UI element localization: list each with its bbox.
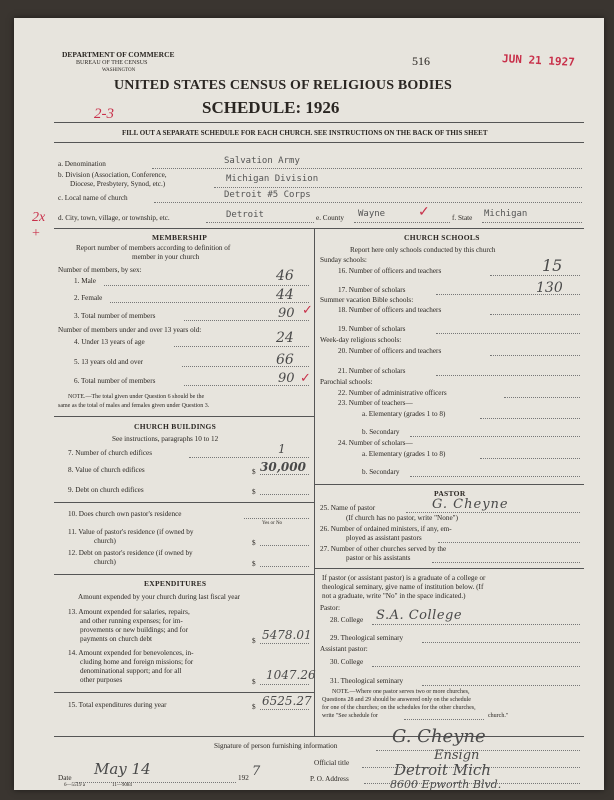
state-value: Michigan xyxy=(484,209,528,219)
q13-value: 5478.01 xyxy=(262,628,312,642)
membership-note-1: NOTE.—The total given under Question 6 should be the xyxy=(68,394,205,400)
schedule-number: 516 xyxy=(412,54,430,68)
denomination-value: Salvation Army xyxy=(224,156,300,166)
q14-label-4: other purposes xyxy=(80,676,123,684)
q3-label: 3. Total number of members xyxy=(74,312,156,320)
bureau-title: BUREAU OF THE CENSUS xyxy=(76,60,148,66)
buildings-sub: See instructions, paragraphs 10 to 12 xyxy=(112,435,219,443)
q4-label: 4. Under 13 years of age xyxy=(74,338,145,346)
q14-label-2: cluding home and foreign missions; for xyxy=(80,658,194,666)
local-name-value: Detroit #5 Corps xyxy=(224,190,311,200)
margin-plus: + xyxy=(32,226,40,241)
membership-intro-1: Report number of members according to definition of xyxy=(76,244,231,252)
q22-label: 22. Number of administrative officers xyxy=(338,389,447,397)
q2-value: 44 xyxy=(276,287,294,303)
q17-label: 17. Number of scholars xyxy=(338,286,406,294)
q5-label: 5. 13 years old and over xyxy=(74,358,144,366)
official-title-value: Ensign xyxy=(434,748,480,763)
q15-dollar: $ xyxy=(252,703,256,711)
buildings-title: CHURCH BUILDINGS xyxy=(134,422,217,431)
q9-dollar: $ xyxy=(252,488,256,496)
handwritten-mark: 2-3 xyxy=(94,106,114,122)
schools-title: CHURCH SCHOOLS xyxy=(404,233,480,242)
q23-label: 23. Number of teachers— xyxy=(338,399,413,407)
q3-value: 90 xyxy=(278,306,295,321)
pastor-note-3: for one of the churches; on the schedules for the other churches, xyxy=(322,705,476,711)
q12-label-1: 12. Debt on pastor's residence (if owned by xyxy=(68,549,193,557)
q25-note: (If church has no pastor, write "None") xyxy=(346,514,458,522)
po-address-label: P. O. Address xyxy=(310,775,349,783)
pastor-title: PASTOR xyxy=(434,489,466,498)
form-number: 6—5519 a xyxy=(64,783,85,788)
q11-label-2: church) xyxy=(94,537,116,545)
pastor-note-1: NOTE.—Where one pastor serves two or more churches, xyxy=(332,689,470,695)
census-schedule-sheet xyxy=(14,18,604,790)
q23b-label: b. Secondary xyxy=(362,428,400,436)
q28-value: S.A. College xyxy=(376,608,463,623)
q6-checkmark: ✓ xyxy=(300,370,311,385)
division-label-1: b. Division (Association, Conference, xyxy=(58,171,167,179)
q13-dollar: $ xyxy=(252,637,256,645)
q8-label: 8. Value of church edifices xyxy=(68,466,145,474)
print-number: 11—9084 xyxy=(112,783,132,788)
q26-label-2: ployed as assistant pastors xyxy=(346,534,422,542)
q16-value: 15 xyxy=(542,256,563,275)
q13-label-2: and other running expenses; for im- xyxy=(80,617,183,625)
college-instruction-1: If pastor (or assistant pastor) is a graduate of a college or xyxy=(322,574,486,582)
form-title: UNITED STATES CENSUS OF RELIGIOUS BODIES xyxy=(114,78,453,93)
yes-no-hint: Yes or No xyxy=(262,521,283,526)
q7-label: 7. Number of church edifices xyxy=(68,449,153,457)
q9-label: 9. Debt on church edifices xyxy=(68,486,144,494)
date-label: Date xyxy=(58,774,72,782)
college-instruction-3: not a graduate, write "No" in the space indicated.) xyxy=(322,592,466,600)
division-value: Michigan Division xyxy=(226,174,319,184)
q15-label: 15. Total expenditures during year xyxy=(68,701,167,709)
q13-label-3: provements or new buildings; and for xyxy=(80,626,188,634)
year-prefix: 192 xyxy=(238,774,249,782)
city-value: Detroit xyxy=(226,210,264,220)
q19-label: 19. Number of scholars xyxy=(338,325,406,333)
q28-label: 28. College xyxy=(330,616,364,624)
q14-dollar: $ xyxy=(252,678,256,686)
q16-label: 16. Number of officers and teachers xyxy=(338,267,442,275)
q13-label-4: payments on church debt xyxy=(80,635,153,643)
q10-label: 10. Does church own pastor's residence xyxy=(68,510,182,518)
membership-title: MEMBERSHIP xyxy=(152,233,208,242)
q1-label: 1. Male xyxy=(74,277,96,285)
state-label: f. State xyxy=(452,214,473,222)
date-value: May 14 xyxy=(94,760,151,778)
form-subtitle: SCHEDULE: 1926 xyxy=(202,98,340,117)
q24-label: 24. Number of scholars— xyxy=(338,439,413,447)
q14-value: 1047.26 xyxy=(266,668,316,682)
q8-value: 30,000 xyxy=(260,460,306,474)
local-name-label: c. Local name of church xyxy=(58,194,128,202)
q5-value: 66 xyxy=(276,352,294,368)
expenditures-intro: Amount expended by your church during last fiscal year xyxy=(78,593,241,601)
pastor-sub-label: Pastor: xyxy=(320,604,340,612)
county-checkmark: ✓ xyxy=(418,205,430,220)
q12-label-2: church) xyxy=(94,558,116,566)
margin-note: 2x xyxy=(32,210,46,225)
schools-intro: Report here only schools conducted by this church xyxy=(350,246,496,254)
q20-label: 20. Number of officers and teachers xyxy=(338,347,442,355)
q24a-label: a. Elementary (grades 1 to 8) xyxy=(362,450,446,458)
department-title: DEPARTMENT OF COMMERCE xyxy=(62,50,175,59)
q17-value: 130 xyxy=(536,280,563,296)
members-by-age-label: Number of members under and over 13 years old: xyxy=(58,326,202,334)
pastor-note-2: Questions 28 and 29 should be answered only on the schedule xyxy=(322,697,471,703)
q6-value: 90 xyxy=(278,371,295,386)
q14-label-3: denominational support; and for all xyxy=(80,667,182,675)
received-stamp: JUN 21 1927 xyxy=(501,52,576,69)
signature-label: Signature of person furnishing information xyxy=(214,742,338,750)
q24b-label: b. Secondary xyxy=(362,468,400,476)
q21-label: 21. Number of scholars xyxy=(338,367,406,375)
q15-value: 6525.27 xyxy=(262,694,312,708)
denomination-label: a. Denomination xyxy=(58,160,106,168)
q27-label-2: pastor or his assistants xyxy=(346,554,411,562)
q23a-label: a. Elementary (grades 1 to 8) xyxy=(362,410,446,418)
signature-value: G. Cheyne xyxy=(392,726,486,747)
pastor-note-4: write "See schedule for xyxy=(322,713,378,719)
expenditures-title: EXPENDITURES xyxy=(144,579,207,588)
q31-label: 31. Theological seminary xyxy=(330,677,404,685)
year-value: 7 xyxy=(252,764,261,779)
q25-label: 25. Name of pastor xyxy=(320,504,376,512)
city-title: WASHINGTON xyxy=(102,68,136,73)
membership-note-2: same as the total of males and females given under Question 3. xyxy=(58,403,210,409)
q3-checkmark: ✓ xyxy=(302,302,313,317)
q18-label: 18. Number of officers and teachers xyxy=(338,306,442,314)
q1-value: 46 xyxy=(276,268,294,284)
q30-label: 30. College xyxy=(330,658,364,666)
division-label-2: Diocese, Presbytery, Synod, etc.) xyxy=(70,180,166,188)
instruction-line: FILL OUT A SEPARATE SCHEDULE FOR EACH CHURCH. SEE INSTRUCTIONS ON THE BACK OF THIS SHEET xyxy=(122,129,488,137)
q26-label-1: 26. Number of ordained ministers, if any, em- xyxy=(320,525,452,533)
sunday-schools-label: Sunday schools: xyxy=(320,256,367,264)
county-label: e. County xyxy=(316,214,344,222)
q14-label-1: 14. Amount expended for benevolences, in- xyxy=(68,649,194,657)
assistant-pastor-label: Assistant pastor: xyxy=(320,645,368,653)
po-address-value-2: 8600 Epworth Blvd. xyxy=(390,778,502,790)
summer-schools-label: Summer vacation Bible schools: xyxy=(320,296,414,304)
members-by-sex-label: Number of members, by sex: xyxy=(58,266,142,274)
po-address-value-1: Detroit Mich xyxy=(394,761,491,779)
county-value: Wayne xyxy=(358,209,386,219)
q7-value: 1 xyxy=(278,442,286,456)
q11-label-1: 11. Value of pastor's residence (if owned by xyxy=(68,528,194,536)
membership-intro-2: member in your church xyxy=(132,253,200,261)
pastor-note-5: church." xyxy=(488,713,509,719)
city-label: d. City, town, village, or township, etc. xyxy=(58,214,170,222)
q29-label: 29. Theological seminary xyxy=(330,634,404,642)
official-title-label: Official title xyxy=(314,759,350,767)
q2-label: 2. Female xyxy=(74,294,103,302)
q11-dollar: $ xyxy=(252,539,256,547)
weekday-schools-label: Week-day religious schools: xyxy=(320,336,402,344)
parochial-schools-label: Parochial schools: xyxy=(320,378,373,386)
q27-label-1: 27. Number of other churches served by the xyxy=(320,545,447,553)
q25-value: G. Cheyne xyxy=(432,497,509,512)
q13-label-1: 13. Amount expended for salaries, repairs, xyxy=(68,608,190,616)
college-instruction-2: theological seminary, give name of institution below. (If xyxy=(322,583,484,591)
q8-dollar: $ xyxy=(252,468,256,476)
q4-value: 24 xyxy=(276,330,294,346)
q6-label: 6. Total number of members xyxy=(74,377,156,385)
q12-dollar: $ xyxy=(252,560,256,568)
